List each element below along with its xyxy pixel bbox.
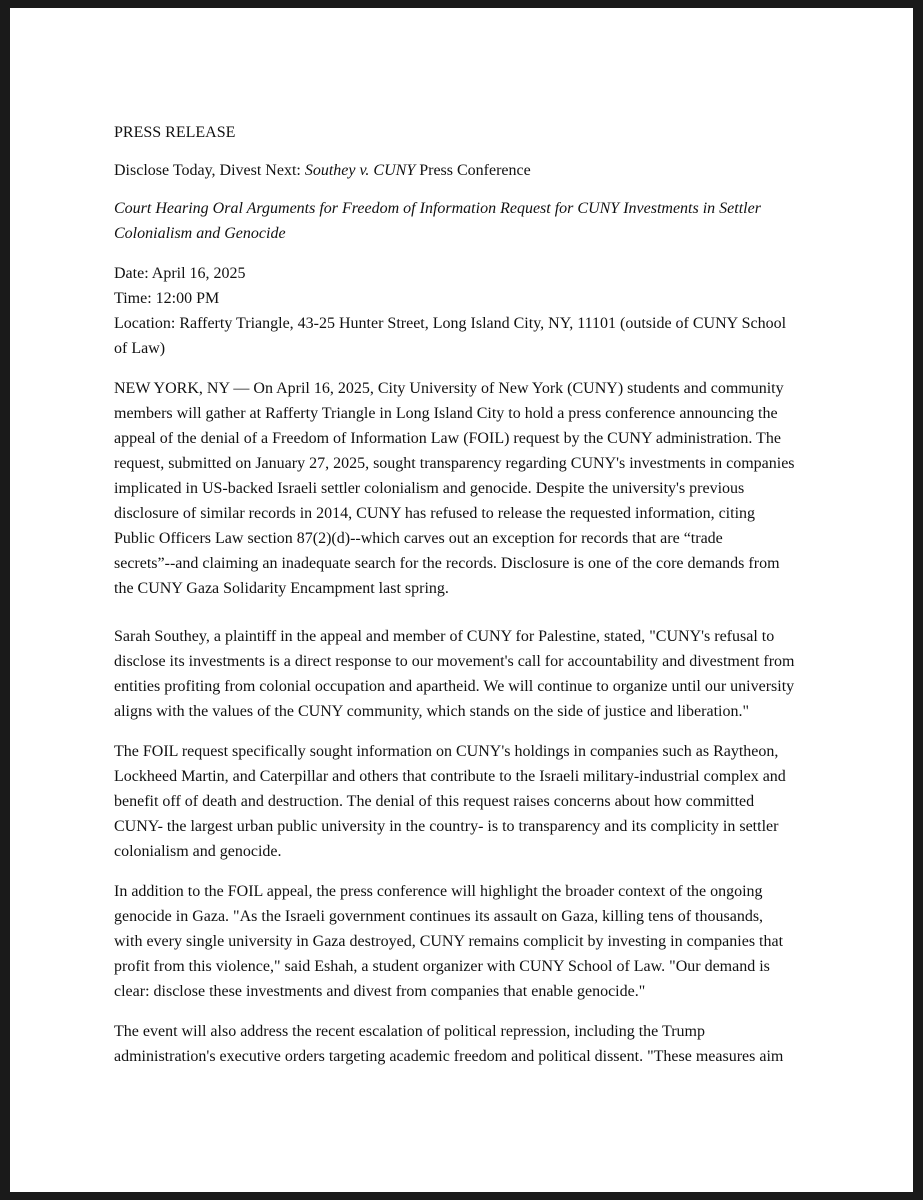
paragraph-3-line: colonialism and genocide.	[114, 843, 282, 860]
paragraph-1-line: appeal of the denial of a Freedom of Information Law (FOIL) request by the CUNY administration. The	[114, 430, 781, 447]
paragraph-1-line: secrets”--and claiming an inadequate search for the records. Disclosure is one of the core demands from	[114, 555, 780, 572]
event-location-line: Location: Rafferty Triangle, 43-25 Hunter Street, Long Island City, NY, 11101 (outside of CUNY School	[114, 315, 787, 332]
event-location-line: of Law)	[114, 340, 166, 357]
paragraph-3-line: The FOIL request specifically sought information on CUNY's holdings in companies such as Raytheon,	[114, 743, 779, 760]
paragraph-4-line: clear: disclose these investments and divest from companies that enable genocide."	[114, 983, 646, 1000]
headline-suffix: Press Conference	[415, 162, 531, 179]
paragraph-1-line: disclosure of similar records in 2014, CUNY has refused to release the requested information, citing	[114, 505, 756, 522]
paragraph-2-line: aligns with the values of the CUNY community, which stands on the side of justice and liberation."	[114, 703, 750, 720]
event-date: Date: April 16, 2025	[114, 265, 246, 282]
paragraph-4-line: In addition to the FOIL appeal, the press conference will highlight the broader context of the ongoing	[114, 883, 763, 900]
paragraph-4-line: with every single university in Gaza destroyed, CUNY remains complicit by investing in companies that	[114, 933, 784, 950]
paragraph-1-line: NEW YORK, NY — On April 16, 2025, City University of New York (CUNY) students and community	[114, 380, 784, 397]
case-name: Southey v. CUNY	[304, 162, 416, 179]
headline-prefix: Disclose Today, Divest Next:	[114, 162, 305, 179]
paragraph-4-line: profit from this violence," said Eshah, a student organizer with CUNY School of Law. "Our demand is	[114, 958, 770, 975]
paragraph-3-line: CUNY- the largest urban public university in the country- is to transparency and its complicity in settler	[114, 818, 779, 835]
headline	[114, 161, 531, 181]
paragraph-2-line: disclose its investments is a direct response to our movement's call for accountability and divestment from	[114, 653, 795, 670]
paragraph-2-line: Sarah Southey, a plaintiff in the appeal and member of CUNY for Palestine, stated, "CUNY's refusal to	[114, 628, 775, 645]
paragraph-4-line: genocide in Gaza. "As the Israeli government continues its assault on Gaza, killing tens of thousands,	[114, 908, 764, 925]
paragraph-1-line: request, submitted on January 27, 2025, sought transparency regarding CUNY's investments in companies	[114, 455, 795, 472]
subheadline-line: Colonialism and Genocide	[114, 225, 286, 242]
paragraph-3-line: Lockheed Martin, and Caterpillar and others that contribute to the Israeli military-industrial complex and	[114, 768, 786, 785]
paragraph-3-line: benefit off of death and destruction. The denial of this request raises concerns about how committed	[114, 793, 755, 810]
paragraph-1-line: the CUNY Gaza Solidarity Encampment last spring.	[114, 580, 449, 597]
document-page	[10, 8, 913, 1192]
paragraph-5-line: The event will also address the recent escalation of political repression, including the Trump	[114, 1023, 705, 1040]
paragraph-1-line: Public Officers Law section 87(2)(d)--which carves out an exception for records that are “trade	[114, 530, 723, 547]
paragraph-1-line: implicated in US-backed Israeli settler colonialism and genocide. Despite the university's previous	[114, 480, 745, 497]
paragraph-2-line: entities profiting from colonial occupation and apartheid. We will continue to organize until our university	[114, 678, 795, 695]
paragraph-1-line: members will gather at Rafferty Triangle in Long Island City to hold a press conference announcing the	[114, 405, 778, 422]
document-label: PRESS RELEASE	[114, 124, 236, 141]
subheadline-line: Court Hearing Oral Arguments for Freedom of Information Request for CUNY Investments in Settler	[114, 200, 761, 217]
event-time: Time: 12:00 PM	[114, 290, 220, 307]
paragraph-5-line: administration's executive orders targeting academic freedom and political dissent. "These measures aim	[114, 1048, 784, 1065]
